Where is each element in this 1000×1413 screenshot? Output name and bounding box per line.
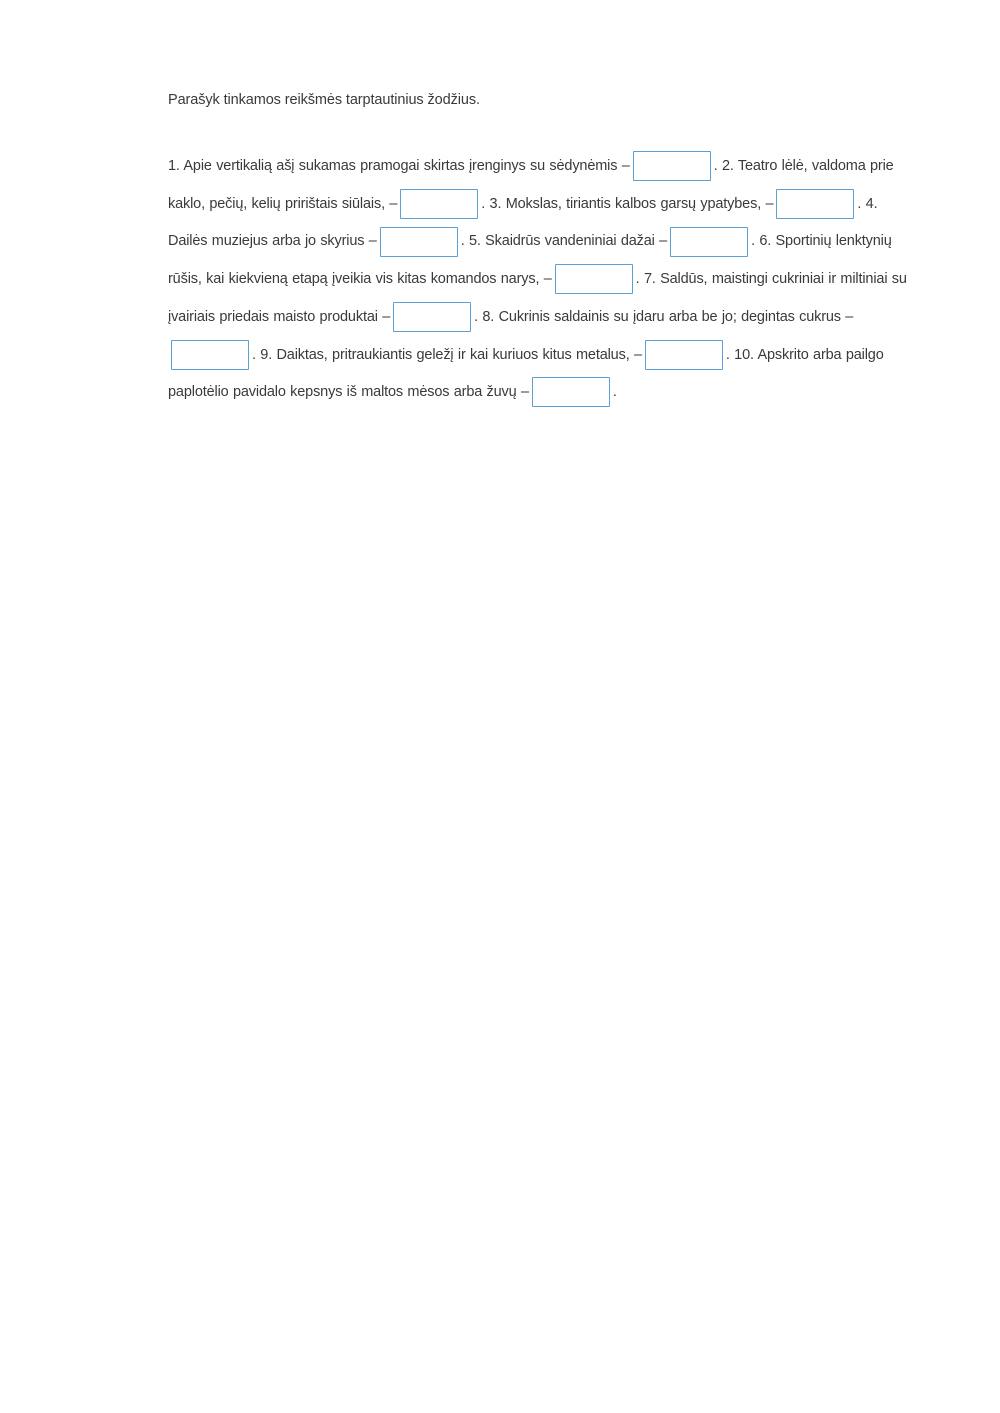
- separator: .: [725, 346, 730, 363]
- item-number: 5.: [468, 233, 481, 250]
- item-8: [482, 309, 853, 325]
- item-number: 4.: [865, 195, 878, 212]
- item-number: 8.: [482, 308, 495, 325]
- item-text: Skaidrūs vandeniniai dažai –: [485, 233, 668, 250]
- item-3: [490, 196, 774, 212]
- answer-input-3[interactable]: [776, 189, 854, 219]
- item-number: 3.: [489, 195, 502, 212]
- separator: .: [460, 233, 465, 250]
- separator: .: [857, 195, 862, 212]
- separator: .: [252, 346, 256, 363]
- exercise-paragraph: [168, 148, 916, 412]
- separator: .: [481, 195, 486, 212]
- item-text: Sportinių lenktynių rūšis, kai kiekvieną etapą įveikia vis kitas komandos narys, –: [168, 233, 892, 288]
- answer-input-9[interactable]: [645, 340, 723, 370]
- item-text: Dailės muziejus arba jo skyrius –: [168, 233, 377, 250]
- item-5: [469, 233, 667, 249]
- item-text: Cukrinis saldainis su įdaru arba be jo; degintas cukrus –: [498, 308, 854, 325]
- item-number: 1.: [168, 158, 180, 174]
- answer-input-2[interactable]: [400, 189, 478, 219]
- item-1: [168, 158, 630, 174]
- separator: .: [713, 158, 718, 174]
- answer-input-8[interactable]: [171, 340, 249, 370]
- separator: .: [751, 233, 755, 250]
- item-text: Mokslas, tiriantis kalbos garsų ypatybes, –: [505, 195, 774, 212]
- item-text: Saldūs, maistingi cukriniai ir miltiniai su įvairiais priedais maisto produktai –: [168, 271, 907, 325]
- answer-input-10[interactable]: [532, 377, 610, 407]
- item-text: Apskrito arba pailgo paplotėlio pavidalo kepsnys iš maltos mėsos arba žuvų –: [168, 346, 884, 401]
- separator: .: [474, 308, 478, 325]
- item-9: [260, 347, 642, 363]
- separator: .: [612, 384, 617, 401]
- item-number: 6.: [759, 233, 772, 250]
- instruction-text: Parašyk tinkamos reikšmės tarptautinius žodžius.: [168, 92, 480, 108]
- item-number: 10.: [734, 346, 754, 363]
- separator: .: [635, 271, 640, 288]
- worksheet: [168, 88, 916, 412]
- item-text: Teatro lėlė, valdoma prie kaklo, pečių, kelių pririštais siūlais, –: [168, 158, 894, 212]
- item-text: Daiktas, pritraukiantis geležį ir kai kuriuos kitus metalus, –: [276, 346, 642, 363]
- item-number: 9.: [260, 346, 273, 363]
- answer-input-6[interactable]: [555, 264, 633, 294]
- answer-input-5[interactable]: [670, 227, 748, 257]
- answer-input-7[interactable]: [393, 302, 471, 332]
- item-text: Apie vertikalią ašį sukamas pramogai skirtas įrenginys su sėdynėmis –: [183, 158, 630, 174]
- answer-input-1[interactable]: [633, 151, 711, 181]
- item-number: 7.: [643, 271, 656, 288]
- answer-input-4[interactable]: [380, 227, 458, 257]
- item-number: 2.: [721, 158, 734, 174]
